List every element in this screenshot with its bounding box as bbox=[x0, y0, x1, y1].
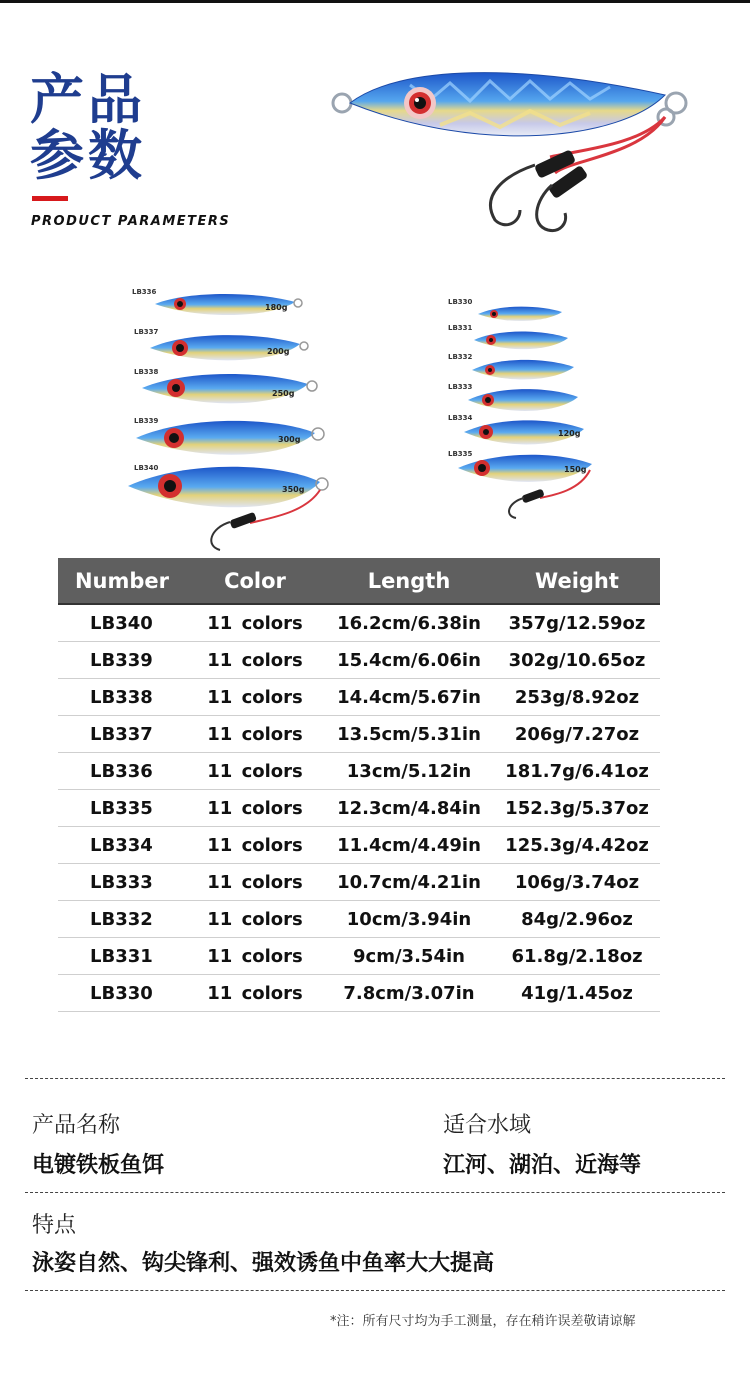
cell-number: LB337 bbox=[58, 716, 186, 753]
header-color: Color bbox=[186, 558, 324, 604]
cell-weight: 181.7g/6.41oz bbox=[494, 753, 660, 790]
lure-item bbox=[134, 328, 308, 360]
page-title-line2: 参数 bbox=[30, 124, 146, 187]
table-row bbox=[58, 864, 660, 901]
lure-group-left bbox=[110, 278, 340, 558]
cell-length: 13.5cm/5.31in bbox=[324, 716, 494, 753]
lure-code-label: LB332 bbox=[448, 353, 473, 361]
cell-color: 11 colors bbox=[186, 642, 324, 679]
lure-item bbox=[448, 324, 568, 349]
lure-code-label: LB334 bbox=[448, 414, 473, 422]
header-length: Length bbox=[324, 558, 494, 604]
cell-number: LB338 bbox=[58, 679, 186, 716]
lure-weight-label: 250g bbox=[272, 389, 295, 398]
hero-lure-image bbox=[320, 55, 700, 240]
cell-weight: 106g/3.74oz bbox=[494, 864, 660, 901]
cell-weight: 41g/1.45oz bbox=[494, 975, 660, 1012]
cell-number: LB340 bbox=[58, 604, 186, 642]
page-title-line1: 产品 bbox=[30, 68, 146, 131]
header-weight: Weight bbox=[494, 558, 660, 604]
lure-item bbox=[448, 414, 584, 444]
lure-weight-label: 200g bbox=[267, 347, 290, 356]
table-header-row bbox=[58, 558, 660, 604]
table-row bbox=[58, 604, 660, 642]
cell-color: 11 colors bbox=[186, 790, 324, 827]
lure-item bbox=[448, 353, 574, 379]
features-value: 泳姿自然、钩尖锋利、强效诱鱼中鱼率大大提高 bbox=[32, 1251, 495, 1276]
table-row bbox=[58, 901, 660, 938]
cell-length: 16.2cm/6.38in bbox=[324, 604, 494, 642]
lure-code-label: LB333 bbox=[448, 383, 473, 391]
measurement-note: *注：所有尺寸均为手工测量，存在稍许误差敬请谅解 bbox=[330, 1314, 636, 1329]
header-number: Number bbox=[58, 558, 186, 604]
lure-weight-label: 120g bbox=[558, 429, 581, 438]
cell-color: 11 colors bbox=[186, 827, 324, 864]
cell-weight: 253g/8.92oz bbox=[494, 679, 660, 716]
table-row bbox=[58, 642, 660, 679]
top-border bbox=[0, 0, 750, 3]
lure-weight-label: 180g bbox=[265, 303, 288, 312]
cell-number: LB336 bbox=[58, 753, 186, 790]
table-row bbox=[58, 827, 660, 864]
cell-length: 13cm/5.12in bbox=[324, 753, 494, 790]
cell-length: 15.4cm/6.06in bbox=[324, 642, 494, 679]
table-row bbox=[58, 753, 660, 790]
features-label: 特点 bbox=[32, 1213, 77, 1238]
divider bbox=[25, 1290, 725, 1291]
cell-length: 10cm/3.94in bbox=[324, 901, 494, 938]
table-row bbox=[58, 716, 660, 753]
lure-group-right bbox=[440, 290, 610, 520]
lure-code-label: LB335 bbox=[448, 450, 473, 458]
cell-length: 9cm/3.54in bbox=[324, 938, 494, 975]
cell-weight: 61.8g/2.18oz bbox=[494, 938, 660, 975]
page-subtitle: PRODUCT PARAMETERS bbox=[31, 214, 231, 229]
cell-color: 11 colors bbox=[186, 679, 324, 716]
table-row bbox=[58, 975, 660, 1012]
lure-item bbox=[448, 298, 562, 321]
lure-weight-label: 350g bbox=[282, 485, 305, 494]
lure-code-label: LB339 bbox=[134, 417, 159, 425]
table-row bbox=[58, 679, 660, 716]
cell-length: 12.3cm/4.84in bbox=[324, 790, 494, 827]
cell-number: LB333 bbox=[58, 864, 186, 901]
cell-number: LB339 bbox=[58, 642, 186, 679]
cell-color: 11 colors bbox=[186, 604, 324, 642]
cell-number: LB332 bbox=[58, 901, 186, 938]
cell-color: 11 colors bbox=[186, 716, 324, 753]
lure-item bbox=[448, 383, 578, 411]
title-accent-bar bbox=[32, 196, 68, 201]
cell-weight: 125.3g/4.42oz bbox=[494, 827, 660, 864]
water-type-value: 江河、湖泊、近海等 bbox=[443, 1153, 642, 1178]
table-row bbox=[58, 938, 660, 975]
lure-weight-label: 150g bbox=[564, 465, 587, 474]
product-name-value: 电镀铁板鱼饵 bbox=[32, 1153, 165, 1178]
lure-code-label: LB336 bbox=[132, 288, 157, 296]
cell-weight: 152.3g/5.37oz bbox=[494, 790, 660, 827]
cell-length: 7.8cm/3.07in bbox=[324, 975, 494, 1012]
cell-color: 11 colors bbox=[186, 938, 324, 975]
cell-weight: 302g/10.65oz bbox=[494, 642, 660, 679]
lure-code-label: LB331 bbox=[448, 324, 473, 332]
table-row bbox=[58, 790, 660, 827]
cell-weight: 206g/7.27oz bbox=[494, 716, 660, 753]
cell-length: 10.7cm/4.21in bbox=[324, 864, 494, 901]
cell-color: 11 colors bbox=[186, 864, 324, 901]
lure-code-label: LB330 bbox=[448, 298, 473, 306]
lure-item bbox=[134, 417, 324, 455]
spec-table bbox=[58, 558, 660, 1012]
lure-item bbox=[128, 464, 328, 550]
lure-item bbox=[134, 368, 317, 403]
cell-length: 14.4cm/5.67in bbox=[324, 679, 494, 716]
cell-number: LB335 bbox=[58, 790, 186, 827]
cell-number: LB334 bbox=[58, 827, 186, 864]
lure-code-label: LB338 bbox=[134, 368, 159, 376]
divider bbox=[25, 1078, 725, 1079]
lure-item bbox=[132, 288, 302, 315]
cell-number: LB330 bbox=[58, 975, 186, 1012]
cell-color: 11 colors bbox=[186, 753, 324, 790]
lure-weight-label: 300g bbox=[278, 435, 301, 444]
cell-color: 11 colors bbox=[186, 975, 324, 1012]
lure-code-label: LB337 bbox=[134, 328, 159, 336]
water-type-label: 适合水域 bbox=[443, 1113, 532, 1138]
product-name-label: 产品名称 bbox=[32, 1113, 121, 1138]
divider bbox=[25, 1192, 725, 1193]
cell-number: LB331 bbox=[58, 938, 186, 975]
lure-item bbox=[448, 450, 592, 518]
cell-weight: 357g/12.59oz bbox=[494, 604, 660, 642]
lure-code-label: LB340 bbox=[134, 464, 159, 472]
cell-color: 11 colors bbox=[186, 901, 324, 938]
cell-length: 11.4cm/4.49in bbox=[324, 827, 494, 864]
cell-weight: 84g/2.96oz bbox=[494, 901, 660, 938]
